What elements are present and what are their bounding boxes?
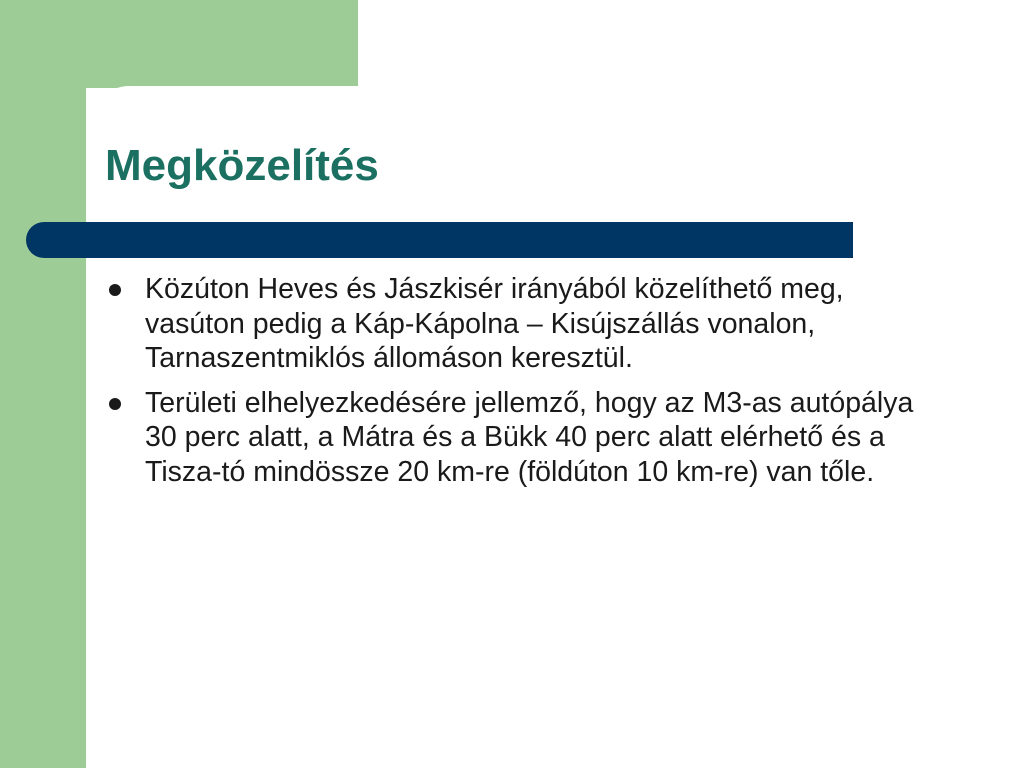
bullet-dot-icon xyxy=(109,284,121,296)
bullet-item-1 xyxy=(105,272,945,376)
bullet-text-1: Közúton Heves és Jászkisér irányából közelíthető meg, vasúton pedig a Káp-Kápolna – Kisújszállás vonalon, Tarnaszentmiklós állomáson keresztül. xyxy=(145,273,844,374)
title-underline-bar xyxy=(26,222,853,258)
bullet-list xyxy=(105,272,945,499)
green-accent-left xyxy=(0,0,86,768)
bullet-text-2: Területi elhelyezkedésére jellemző, hogy az M3-as autópálya 30 perc alatt, a Mátra és a Bükk 40 perc alatt elérhető és a Tisza-tó mindössze 20 km-re (földúton 10 km-re) van tőle. xyxy=(145,386,914,488)
slide-title: Megközelítés xyxy=(105,141,379,190)
bullet-dot-icon xyxy=(109,398,121,410)
bullet-item-2 xyxy=(105,386,945,490)
